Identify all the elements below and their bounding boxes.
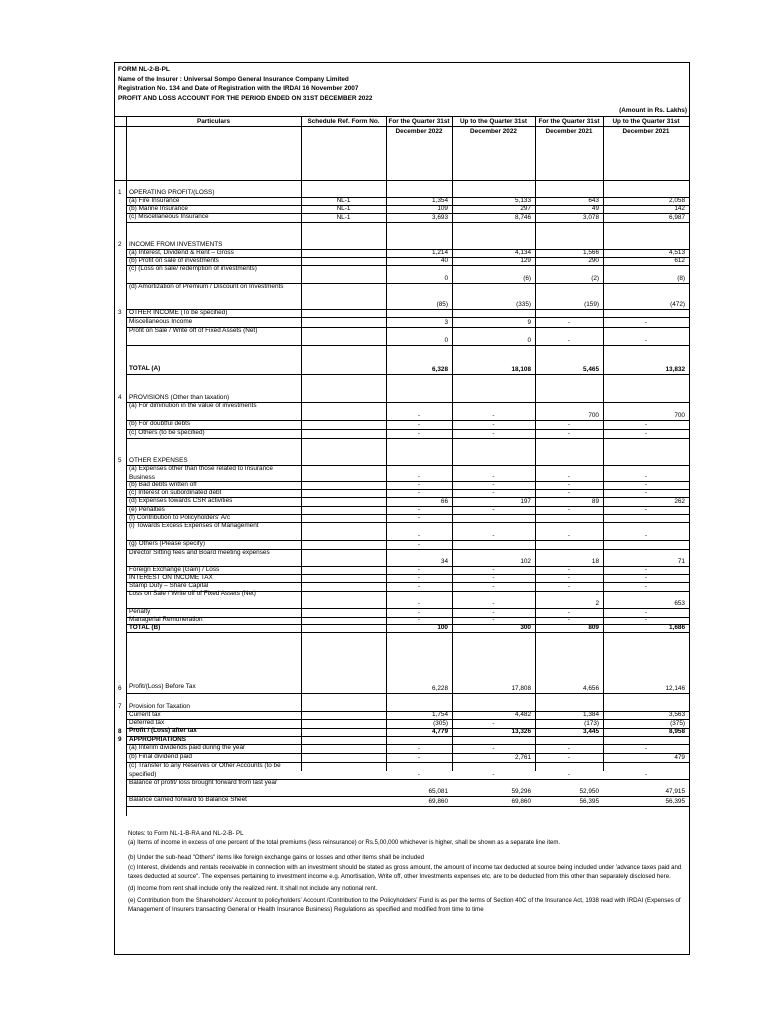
row-value-col3: -	[567, 473, 571, 480]
row-value-col1: 0	[444, 275, 448, 282]
row-value-col1: -	[417, 574, 421, 581]
row-label: Profit / (Loss) after tax	[129, 727, 197, 734]
row-value-col4: 71	[677, 558, 685, 565]
row-value-col1: -	[417, 745, 421, 752]
row-value-col2: 17,808	[511, 685, 531, 692]
row-value-col1: 1,354	[432, 197, 448, 204]
row-value-col3: -	[567, 616, 571, 623]
row-value-col3: -	[567, 489, 571, 496]
row-value-col2: -	[492, 720, 495, 727]
row-value-col1: -	[417, 609, 421, 616]
row-value-col4: -	[644, 506, 648, 513]
row-value-col4: 4,513	[669, 249, 685, 256]
row-label: Penalty	[129, 608, 151, 615]
row-label: Profit on Sale / Write off of Fixed Assets (Net)	[129, 327, 258, 334]
row-value-col3: 89	[591, 498, 599, 505]
row-label: Director Sitting fees and Board meeting expenses	[129, 549, 270, 556]
column-divider	[603, 116, 604, 771]
row-value-col2: -	[492, 473, 495, 480]
row-value-col4: -	[644, 319, 648, 326]
note-c: (c) Interest, dividends and rentals receivable in connection with an investment should be stated as gross amount, the amount of income tax deducted at source being included under 'advance taxes paid and taxes deducted at source". The expenses pertaining to investment income e.g. Amortisation, Write off, other Investments expenses etc. are to be deducted from this other than separately disclosed here.	[128, 863, 682, 880]
row-label: (b) Bad debts written off	[129, 481, 197, 488]
header-divider	[115, 116, 689, 117]
row-value-col1: 109	[437, 205, 448, 212]
column-divider	[301, 116, 302, 771]
table-row	[115, 796, 689, 806]
row-value-col3: 3,445	[583, 728, 599, 735]
row-number: 3	[118, 309, 122, 316]
row-label: (d) Expenses towards CSR activities	[129, 497, 233, 504]
row-number: 6	[118, 685, 122, 692]
row-value-col1: 69,860	[428, 798, 448, 805]
row-value-col1: -	[417, 514, 421, 521]
row-value-col2: 8,746	[515, 214, 531, 221]
row-value-col2: 5,133	[515, 197, 531, 204]
col-particulars: Particulars	[196, 118, 231, 125]
row-label: Current tax	[129, 711, 161, 718]
row-label: (b) Profit on sale of investments	[129, 257, 219, 264]
registration-info: Registration No. 134 and Date of Registration with the IRDAI 16 November 2007	[118, 85, 359, 92]
form-header	[118, 65, 688, 103]
row-value-col3: -	[567, 574, 571, 581]
col-upto-2021: Up to the Quarter 31st December 2021	[612, 118, 680, 135]
row-label: (c) Miscellaneous Insurance	[129, 213, 209, 220]
row-label: PROVISIONS (Other than taxation)	[129, 394, 230, 401]
row-value-col1: 66	[440, 498, 448, 505]
row-value-col2: -	[492, 412, 495, 419]
row-value-col2: 18,108	[511, 366, 531, 373]
pl-form-document	[114, 62, 690, 955]
row-value-col1: 100	[437, 624, 448, 631]
row-value-col1: -	[417, 481, 421, 488]
row-value-col2: -	[492, 532, 495, 539]
row-value-col3: 4,656	[583, 685, 599, 692]
row-value-col2: 59,296	[511, 788, 531, 795]
row-label: INCOME FROM INVESTMENTS	[129, 241, 223, 248]
row-value-col2: 297	[520, 205, 531, 212]
row-label: (c) Others (to be specified)	[129, 429, 205, 436]
row-label: (a) Fire Insurance	[129, 197, 180, 204]
row-value-col4: 479	[674, 754, 685, 761]
row-value-col1: -	[417, 473, 421, 480]
row-label: TOTAL (B)	[129, 624, 161, 631]
insurer-name: Name of the Insurer : Universal Sompo General Insurance Company Limited	[118, 75, 349, 83]
column-divider	[452, 116, 453, 771]
row-label: (c) (Loss on sale/ redemption of investments)	[129, 265, 257, 272]
row-value-col4: 262	[674, 498, 685, 505]
row-value-col1: -	[417, 532, 421, 539]
row-value-col4: -	[644, 583, 648, 590]
row-value-col3: 290	[588, 257, 599, 264]
row-divider	[127, 693, 689, 694]
row-label: OPERATING PROFIT/(LOSS)	[129, 189, 215, 196]
row-value-col1: -	[417, 421, 421, 428]
col-quarter-2022: For the Quarter 31st December 2022	[388, 118, 450, 135]
row-label: APPROPRIATIONS	[129, 736, 187, 743]
header-divider	[115, 180, 689, 181]
column-divider	[126, 116, 127, 816]
row-label: (f) Contribution to Policyholders' A/c	[129, 514, 231, 521]
row-value-col4: -	[644, 421, 648, 428]
row-label: Profit/(Loss) Before Tax	[129, 683, 196, 690]
row-value-col4: 56,395	[665, 798, 685, 805]
row-value-col4: 6,987	[669, 214, 685, 221]
row-value-col2: -	[492, 609, 495, 616]
row-label: Deferred tax	[129, 719, 165, 726]
row-value-col4: 2,058	[669, 197, 685, 204]
row-value-col1: 6,328	[432, 366, 448, 373]
row-label: (b) Marine Insurance	[129, 205, 188, 212]
row-label: Loss on Sale / Write off of Fixed Assets (Net)	[129, 590, 256, 597]
row-schedule-ref: NL-1	[336, 205, 351, 212]
row-value-col3: 18	[591, 558, 599, 565]
row-value-col3: -	[567, 771, 571, 778]
row-value-col2: -	[492, 566, 495, 573]
pl-table	[115, 116, 689, 950]
row-label: OTHER INCOME (To be specified)	[129, 309, 228, 316]
row-label: (e) Penalties	[129, 506, 165, 513]
row-divider	[127, 438, 689, 439]
row-number: 7	[118, 703, 122, 710]
row-value-col3: -	[567, 421, 571, 428]
row-schedule-ref: NL-1	[336, 197, 351, 204]
row-value-col2: 197	[520, 498, 531, 505]
row-value-col2: 9	[527, 319, 531, 326]
row-value-col2: -	[492, 583, 495, 590]
row-value-col1: 0	[444, 337, 448, 344]
row-value-col3: 2	[595, 600, 599, 607]
row-divider	[127, 345, 689, 346]
notes-section	[128, 829, 688, 915]
row-value-col4: -	[644, 430, 648, 437]
row-value-col3: -	[567, 506, 571, 513]
row-value-col4: -	[644, 574, 648, 581]
row-label: (a) Interim dividends paid during the year	[129, 744, 246, 751]
row-value-col1: -	[417, 600, 421, 607]
row-value-col4: -	[644, 616, 648, 623]
row-value-col3: 1,384	[583, 711, 599, 718]
row-value-col2: -	[492, 421, 495, 428]
row-value-col2: 69,860	[511, 798, 531, 805]
row-value-col4: -	[644, 481, 648, 488]
row-value-col4: 3,563	[669, 711, 685, 718]
row-divider	[127, 374, 689, 375]
row-number: 8	[118, 728, 122, 735]
row-label: (g) Others (Please specify)	[129, 540, 206, 547]
row-label: TOTAL (A)	[129, 365, 161, 372]
row-value-col3: 56,395	[579, 798, 599, 805]
amount-units: (Amount in Rs. Lakhs)	[619, 107, 687, 114]
note-e: (e) Contribution from the Shareholders' Account to policyholders' Account /Contribution to the Policyholders' Fund is as per the terms of Section 40C of the Insurance Act, 1938 read with IRDAI (Expenses of Management of Insurers transacting General or Health Insurance Business) Regulations as specified and modified from time to time	[128, 897, 681, 914]
row-value-col1: -	[417, 616, 421, 623]
row-divider	[127, 222, 689, 223]
column-divider	[386, 116, 387, 771]
note-b: (b) Under the sub-head "Others" items like foreign exchange gains or losses and other items shall be included	[128, 854, 424, 862]
row-divider	[127, 632, 689, 633]
row-label: (a) For diminution in the value of investments	[129, 402, 257, 409]
row-label: (d) Amortization of Premium / Discount on Investments	[129, 283, 284, 290]
row-label: Provision for Taxation	[129, 703, 190, 710]
row-label: (i) Towards Excess Expenses of Management	[129, 522, 259, 529]
row-value-col4: 653	[674, 600, 685, 607]
row-value-col3: 1,566	[583, 249, 599, 256]
col-quarter-2021: For the Quarter 31st December 2021	[538, 118, 600, 135]
row-value-col1: -	[417, 412, 421, 419]
row-value-col3: 49	[591, 205, 599, 212]
row-value-col2: -	[492, 600, 495, 607]
row-value-col1: -	[417, 754, 421, 761]
row-value-col2: -	[492, 481, 495, 488]
row-value-col4: 8,958	[669, 728, 685, 735]
row-number: 4	[118, 394, 122, 401]
row-value-col4: -	[644, 489, 648, 496]
row-value-col4: 142	[674, 205, 685, 212]
col-upto-2022: Up to the Quarter 31st December 2022	[459, 118, 528, 135]
row-value-col1: -	[417, 566, 421, 573]
row-value-col4: 13,832	[665, 366, 685, 373]
row-value-col4: 1,686	[669, 624, 685, 631]
row-value-col1: 6,228	[432, 685, 448, 692]
row-value-col1: 1,754	[432, 711, 448, 718]
header-divider	[115, 126, 689, 127]
row-value-col1: 3,693	[432, 214, 448, 221]
row-value-col2: 102	[520, 558, 531, 565]
row-value-col1: 34	[440, 558, 448, 565]
row-value-col4: (8)	[677, 275, 685, 282]
row-value-col1: (305)	[433, 720, 448, 727]
row-value-col4: -	[644, 609, 648, 616]
row-value-col1: 65,081	[428, 788, 448, 795]
row-label: (b) For doubtful debts	[129, 420, 191, 427]
row-value-col1: -	[417, 583, 421, 590]
note-a: (a) Items of income in excess of one percent of the total premiums (less reinsurance) or Rs.5,00,000 whichever is higher, shall be shown as a separate line item.	[128, 839, 561, 847]
table-row	[115, 779, 689, 796]
row-value-col4: -	[644, 337, 648, 344]
row-value-col1: -	[417, 541, 421, 548]
row-value-col2: 129	[520, 257, 531, 264]
row-value-col3: -	[567, 609, 571, 616]
row-label: (b) Final dividend paid	[129, 753, 192, 760]
row-value-col1: -	[417, 489, 421, 496]
row-value-col4: 700	[674, 412, 685, 419]
row-label: Miscellaneous Income	[129, 318, 193, 325]
row-label: Balance carried forward to Balance Sheet	[129, 796, 247, 803]
row-label: Balance of profit/ loss brought forward from last year	[129, 779, 278, 786]
column-divider	[535, 116, 536, 771]
row-value-col2: -	[492, 430, 495, 437]
row-label: (a) Interest, Dividend & Rent – Gross	[129, 249, 234, 256]
row-value-col2: -	[492, 574, 495, 581]
row-label: Foreign Exchange (Gain) / Loss	[129, 566, 220, 573]
row-value-col2: (6)	[523, 275, 531, 282]
row-value-col3: -	[567, 754, 571, 761]
row-value-col2: -	[492, 489, 495, 496]
row-value-col2: 4,134	[515, 249, 531, 256]
row-value-col1: -	[417, 430, 421, 437]
row-value-col3: (173)	[584, 720, 599, 727]
row-value-col3: -	[567, 319, 571, 326]
row-label: (a) Expenses other than those related to Insurance Business	[129, 465, 273, 481]
row-value-col2: (335)	[516, 301, 531, 308]
row-value-col1: 40	[440, 257, 448, 264]
row-label: Managerial Remuneration	[129, 616, 203, 623]
row-value-col2: -	[492, 616, 495, 623]
row-value-col3: 3,078	[583, 214, 599, 221]
row-value-col2: -	[492, 745, 495, 752]
row-value-col2: 4,482	[515, 711, 531, 718]
row-value-col3: 52,950	[579, 788, 599, 795]
row-number: 9	[118, 736, 122, 743]
row-divider	[127, 806, 689, 807]
row-value-col4: 612	[674, 257, 685, 264]
row-value-col1: (85)	[436, 301, 448, 308]
row-label: INTEREST ON INCOME TAX	[129, 574, 213, 581]
row-value-col3: (2)	[591, 275, 599, 282]
row-value-col2: 0	[527, 337, 531, 344]
row-value-col3: 700	[588, 412, 599, 419]
row-label: Stamp Duty – Share Capital	[129, 582, 209, 589]
row-label: (c) Interest on subordinated debt	[129, 489, 222, 496]
row-value-col3: -	[567, 337, 571, 344]
row-value-col2: -	[492, 506, 495, 513]
row-number: 1	[118, 189, 122, 196]
row-schedule-ref: NL-1	[336, 214, 351, 221]
row-value-col1: -	[417, 771, 421, 778]
row-value-col4: (375)	[670, 720, 685, 727]
row-value-col2: 2,761	[515, 754, 531, 761]
row-value-col4: -	[644, 771, 648, 778]
row-value-col4: (472)	[670, 301, 685, 308]
notes-heading: Notes: to Form NL-1-B-RA and NL-2-B- PL	[128, 830, 244, 837]
row-label: (c) Transfer to any Reserves or Other Accounts (to be specified)	[129, 762, 281, 778]
row-value-col3: -	[567, 532, 571, 539]
row-value-col1: 3	[444, 319, 448, 326]
row-value-col4: -	[644, 745, 648, 752]
row-label: OTHER EXPENSES	[129, 457, 188, 464]
row-value-col3: -	[567, 481, 571, 488]
row-value-col3: -	[567, 745, 571, 752]
note-d: (d) Income from rent shall include only the realized rent. It shall not include any notional rent.	[128, 885, 378, 893]
row-value-col3: 809	[588, 624, 599, 631]
row-value-col3: 5,465	[583, 366, 599, 373]
row-value-col3: -	[567, 583, 571, 590]
row-value-col2: 300	[520, 624, 531, 631]
row-value-col3: -	[567, 566, 571, 573]
row-value-col4: -	[644, 473, 648, 480]
row-value-col4: -	[644, 532, 648, 539]
row-value-col3: 643	[588, 197, 599, 204]
form-number: FORM NL-2-B-PL	[118, 66, 170, 73]
row-value-col3: -	[567, 430, 571, 437]
row-value-col4: 12,146	[665, 685, 685, 692]
row-value-col1: 4,779	[432, 728, 448, 735]
row-value-col4: -	[644, 566, 648, 573]
row-value-col3: (159)	[584, 301, 599, 308]
statement-title: PROFIT AND LOSS ACCOUNT FOR THE PERIOD ENDED ON 31ST DECEMBER 2022	[118, 94, 373, 102]
row-value-col4: 47,915	[665, 788, 685, 795]
row-value-col1: -	[417, 506, 421, 513]
row-number: 2	[118, 241, 122, 248]
row-value-col1: 1,214	[432, 249, 448, 256]
row-value-col2: 13,326	[511, 728, 531, 735]
row-number: 5	[118, 457, 122, 464]
row-value-col2: -	[492, 771, 495, 778]
col-schedule: Schedule Ref. Form No.	[307, 118, 380, 125]
